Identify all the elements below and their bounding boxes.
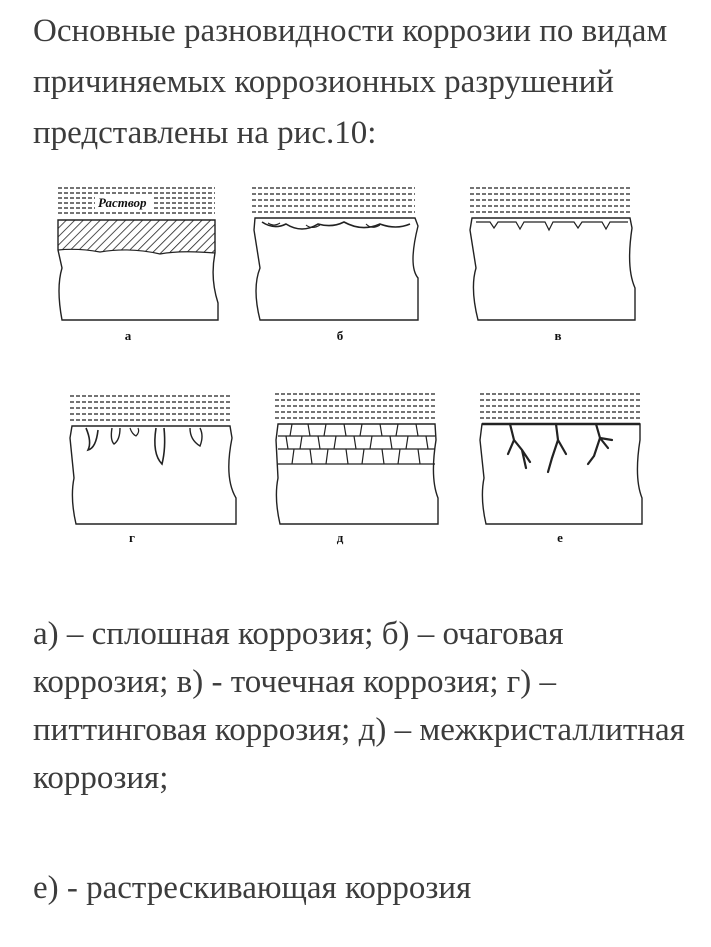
corrosion-figure bbox=[40, 178, 690, 558]
panel-g-label: г bbox=[129, 530, 135, 545]
panel-v-label: в bbox=[554, 328, 562, 343]
panel-v-point bbox=[470, 188, 635, 320]
cracking-paragraph: е) - растрескивающая коррозия bbox=[33, 870, 472, 906]
panel-g-pitting bbox=[70, 396, 236, 524]
panel-e-cracking bbox=[480, 394, 642, 524]
panel-b-label: б bbox=[336, 328, 344, 343]
intro-paragraph: Основные разновидности коррозии по видам причиняемых коррозионных разрушений представлены на рис.10: bbox=[33, 13, 668, 151]
caption-paragraph: а) – сплошная коррозия; б) – очаговая коррозия; в) - точечная коррозия; г) – питтинговая коррозия; д) – межкристаллитная коррозия; bbox=[33, 616, 685, 796]
panel-e-label: е bbox=[557, 530, 563, 545]
panel-b-localized bbox=[252, 188, 418, 320]
panel-d-label: д bbox=[336, 530, 344, 545]
panel-d-intercrystalline bbox=[275, 394, 438, 524]
solution-label: Раствор bbox=[98, 195, 147, 210]
panel-a-label: а bbox=[124, 328, 132, 343]
